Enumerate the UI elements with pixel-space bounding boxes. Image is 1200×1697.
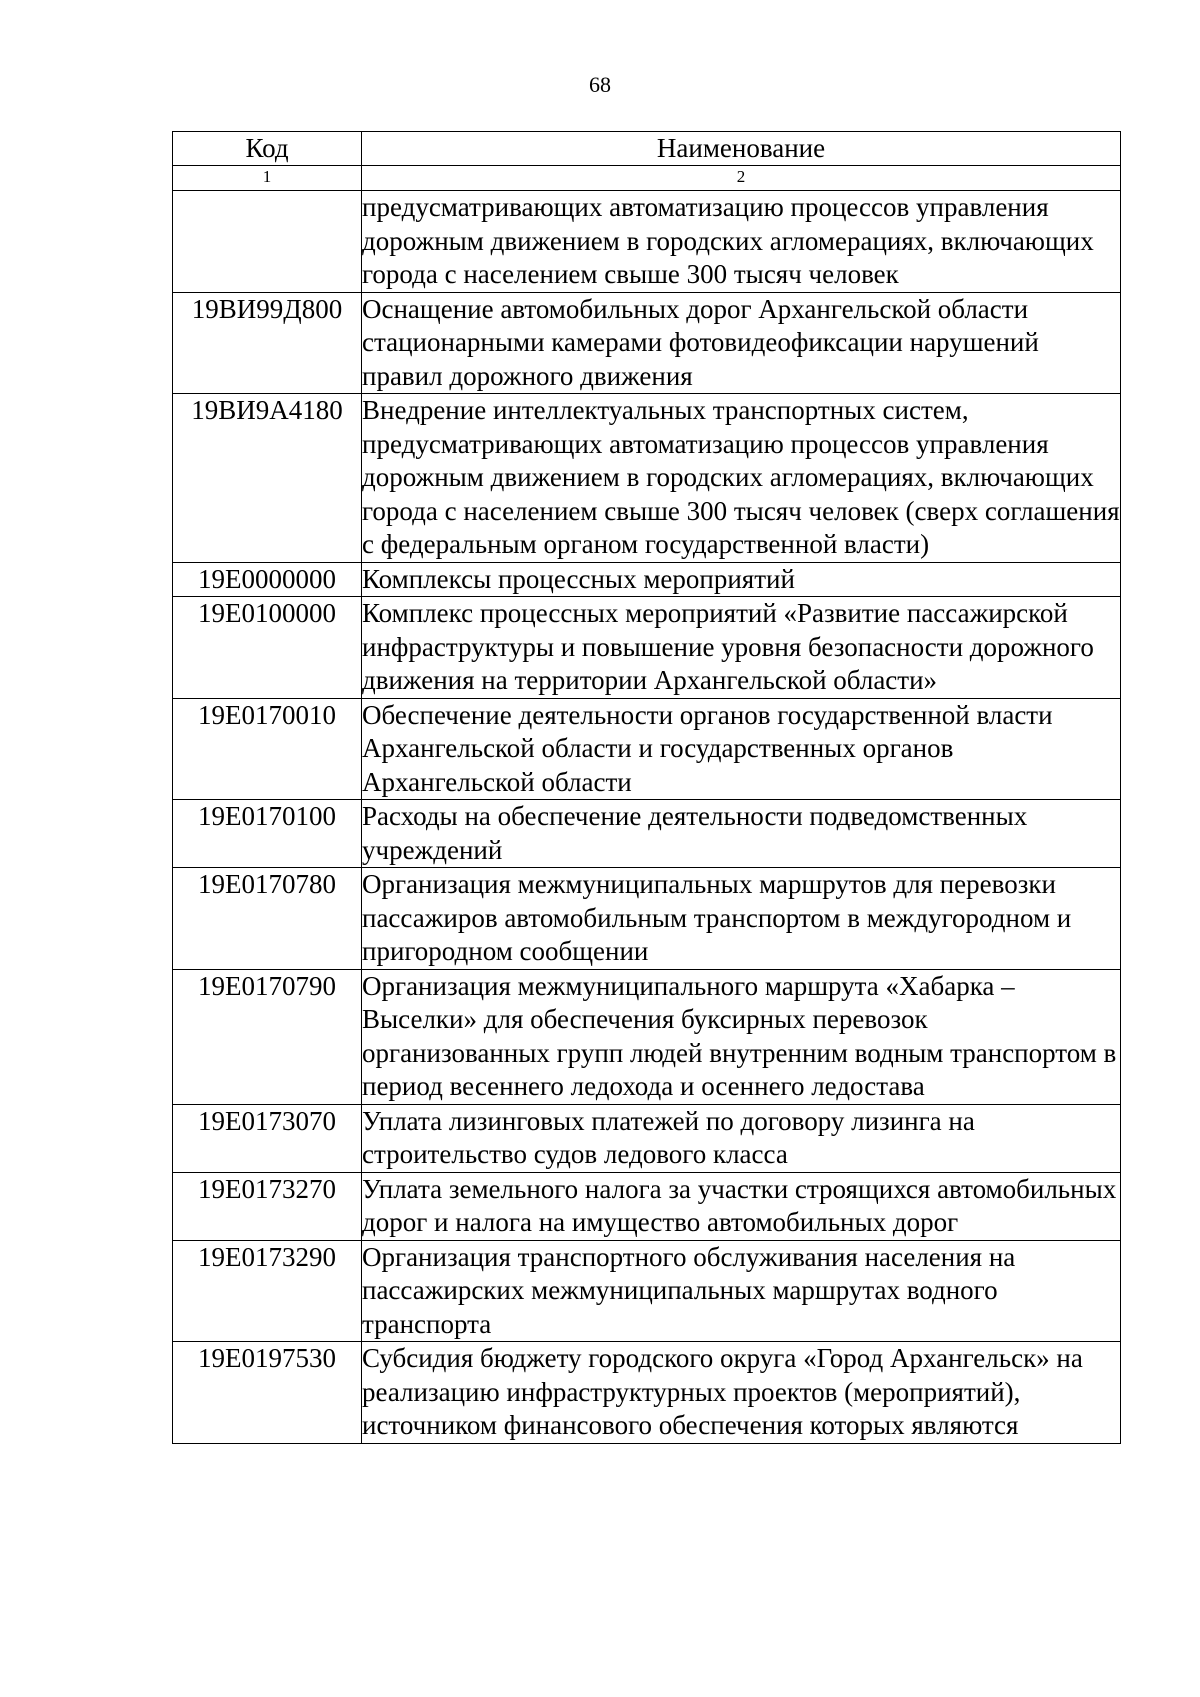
table-row <box>173 562 1121 597</box>
row-code <box>173 191 362 293</box>
row-code: 19Е0173290 <box>173 1240 362 1342</box>
table-row <box>173 800 1121 868</box>
table-row <box>173 868 1121 970</box>
page-number: 68 <box>589 72 611 97</box>
table-row <box>173 698 1121 800</box>
row-name: предусматривающих автоматизацию процессов управления дорожным движением в городских агломерациях, включающих города с населением свыше 300 тысяч человек <box>362 191 1121 293</box>
table-row <box>173 394 1121 563</box>
row-name: Организация межмуниципальных маршрутов для перевозки пассажиров автомобильным транспортом в междугородном и пригородном сообщении <box>362 868 1121 970</box>
row-name: Субсидия бюджету городского округа «Город Архангельск» на реализацию инфраструктурных проектов (мероприятий), источником финансового обеспечения которых являются <box>362 1342 1121 1444</box>
row-name: Комплекс процессных мероприятий «Развитие пассажирской инфраструктуры и повышение уровня безопасности дорожного движения на территории Архангельской области» <box>362 597 1121 699</box>
table-header-row <box>173 132 1121 166</box>
budget-code-table <box>172 131 1121 1444</box>
row-name: Обеспечение деятельности органов государственной власти Архангельской области и государственных органов Архангельской области <box>362 698 1121 800</box>
row-code: 19Е0170010 <box>173 698 362 800</box>
row-code: 19Е0000000 <box>173 562 362 597</box>
row-name: Организация межмуниципального маршрута «Хабарка – Выселки» для обеспечения буксирных перевозок организованных групп людей внутренним водным транспортом в период весеннего ледохода и осеннего ледостава <box>362 969 1121 1104</box>
table-row <box>173 969 1121 1104</box>
row-name: Комплексы процессных мероприятий <box>362 562 1121 597</box>
row-name: Уплата лизинговых платежей по договору лизинга на строительство судов ледового класса <box>362 1104 1121 1172</box>
table-row <box>173 597 1121 699</box>
row-code: 19Е0170790 <box>173 969 362 1104</box>
column-header-name: Наименование <box>362 132 1121 166</box>
row-name: Расходы на обеспечение деятельности подведомственных учреждений <box>362 800 1121 868</box>
row-name: Организация транспортного обслуживания населения на пассажирских межмуниципальных маршрутах водного транспорта <box>362 1240 1121 1342</box>
row-code: 19ВИ9А4180 <box>173 394 362 563</box>
row-name: Внедрение интеллектуальных транспортных систем, предусматривающих автоматизацию процессов управления дорожным движением в городских агломерациях, включающих города с населением свыше 300 тысяч человек (сверх соглашения с федеральным органом государственной власти) <box>362 394 1121 563</box>
row-code: 19Е0197530 <box>173 1342 362 1444</box>
table-row <box>173 1342 1121 1444</box>
table-row <box>173 191 1121 293</box>
row-code: 19Е0170780 <box>173 868 362 970</box>
table-row <box>173 292 1121 394</box>
row-code: 19Е0173270 <box>173 1172 362 1240</box>
row-code: 19Е0100000 <box>173 597 362 699</box>
row-name: Оснащение автомобильных дорог Архангельской области стационарными камерами фотовидеофиксации нарушений правил дорожного движения <box>362 292 1121 394</box>
column-numbering-row <box>173 166 1121 191</box>
column-number-name: 2 <box>362 166 1121 191</box>
table-row <box>173 1240 1121 1342</box>
row-code: 19Е0173070 <box>173 1104 362 1172</box>
table-row <box>173 1104 1121 1172</box>
table-row <box>173 1172 1121 1240</box>
row-name: Уплата земельного налога за участки строящихся автомобильных дорог и налога на имущество автомобильных дорог <box>362 1172 1121 1240</box>
row-code: 19Е0170100 <box>173 800 362 868</box>
column-number-code: 1 <box>173 166 362 191</box>
row-code: 19ВИ99Д800 <box>173 292 362 394</box>
column-header-code: Код <box>173 132 362 166</box>
